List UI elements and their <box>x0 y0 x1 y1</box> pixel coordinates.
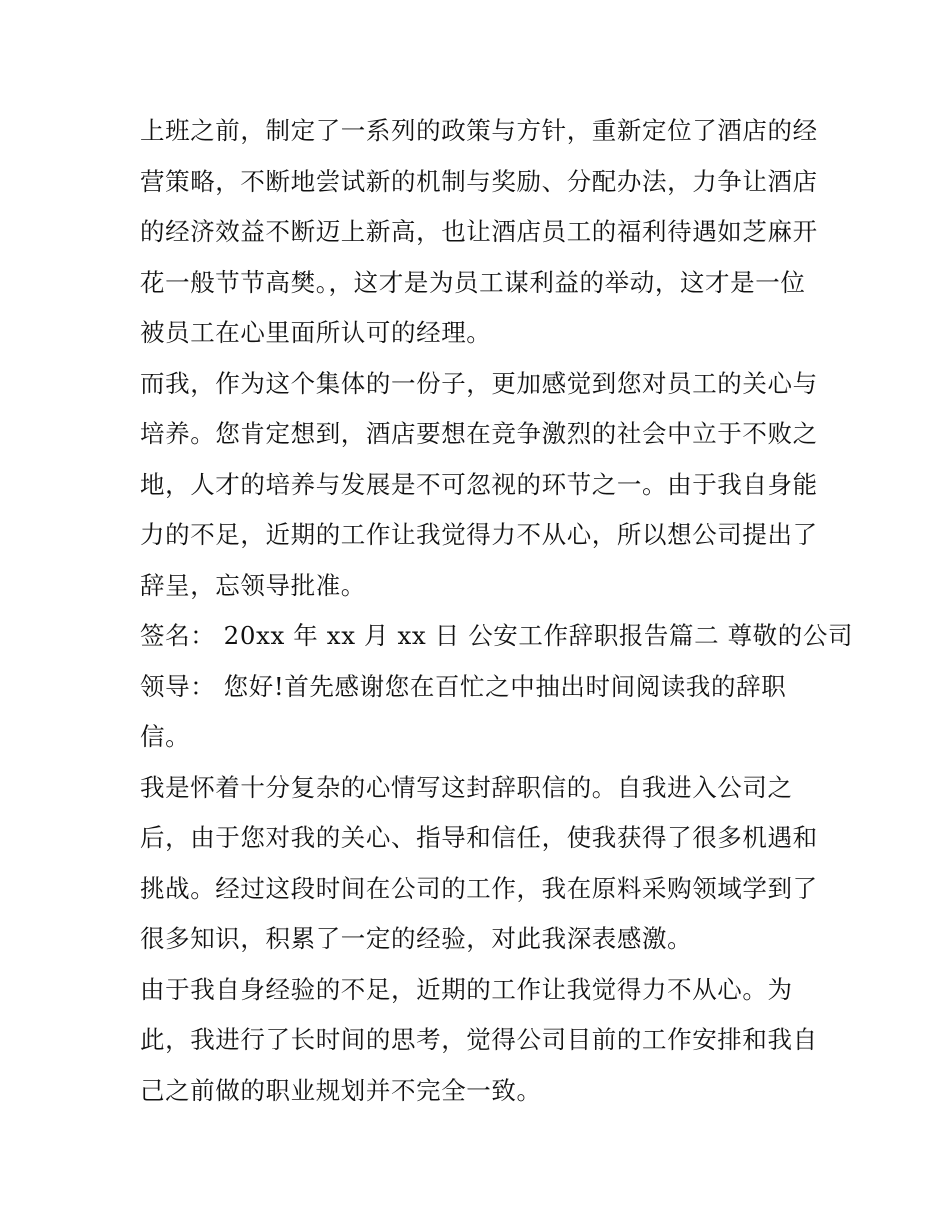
text-line: 签名： 20xx 年 xx 月 xx 日 公安工作辞职报告篇二 尊敬的公司 <box>140 621 854 650</box>
text-line: 信。 <box>140 722 191 751</box>
text-line: 被员工在心里面所认可的经理。 <box>140 318 492 347</box>
text-line: 而我，作为这个集体的一份子，更加感觉到您对员工的关心与 <box>140 368 818 398</box>
text-line: 营策略，不断地尝试新的机制与奖励、分配办法，力争让酒店 <box>140 166 818 196</box>
text-line: 挑战。经过这段时间在公司的工作，我在原料采购领域学到了 <box>140 873 818 903</box>
text-line: 花一般节节高樊。，这才是为员工谋利益的举动，这才是一位 <box>140 267 806 297</box>
text-line: 地，人才的培养与发展是不可忽视的环节之一。由于我自身能 <box>140 469 818 499</box>
text-line: 后，由于您对我的关心、指导和信任，使我获得了很多机遇和 <box>140 823 818 852</box>
text-line: 培养。您肯定想到，酒店要想在竞争激烈的社会中立于不败之 <box>140 419 818 448</box>
text-line: 力的不足，近期的工作让我觉得力不从心，所以想公司提出了 <box>140 520 818 549</box>
text-line: 的经济效益不断迈上新高，也让酒店员工的福利待遇如芝麻开 <box>140 217 818 246</box>
text-line: 领导： 您好!首先感谢您在百忙之中抽出时间阅读我的辞职 <box>140 671 787 701</box>
document-body <box>140 106 854 1116</box>
text-line: 己之前做的职业规划并不完全一致。 <box>140 1075 542 1105</box>
text-line: 我是怀着十分复杂的心情写这封辞职信的。自我进入公司之 <box>140 772 793 802</box>
text-line: 很多知识，积累了一定的经验，对此我深表感激。 <box>140 924 693 953</box>
text-line: 此，我进行了长时间的思考，觉得公司目前的工作安排和我自 <box>140 1025 818 1054</box>
text-line: 由于我自身经验的不足，近期的工作让我觉得力不从心。为 <box>140 974 793 1004</box>
text-line: 辞呈，忘领导批准。 <box>140 570 366 600</box>
text-line: 上班之前，制定了一系列的政策与方针，重新定位了酒店的经 <box>140 116 818 145</box>
